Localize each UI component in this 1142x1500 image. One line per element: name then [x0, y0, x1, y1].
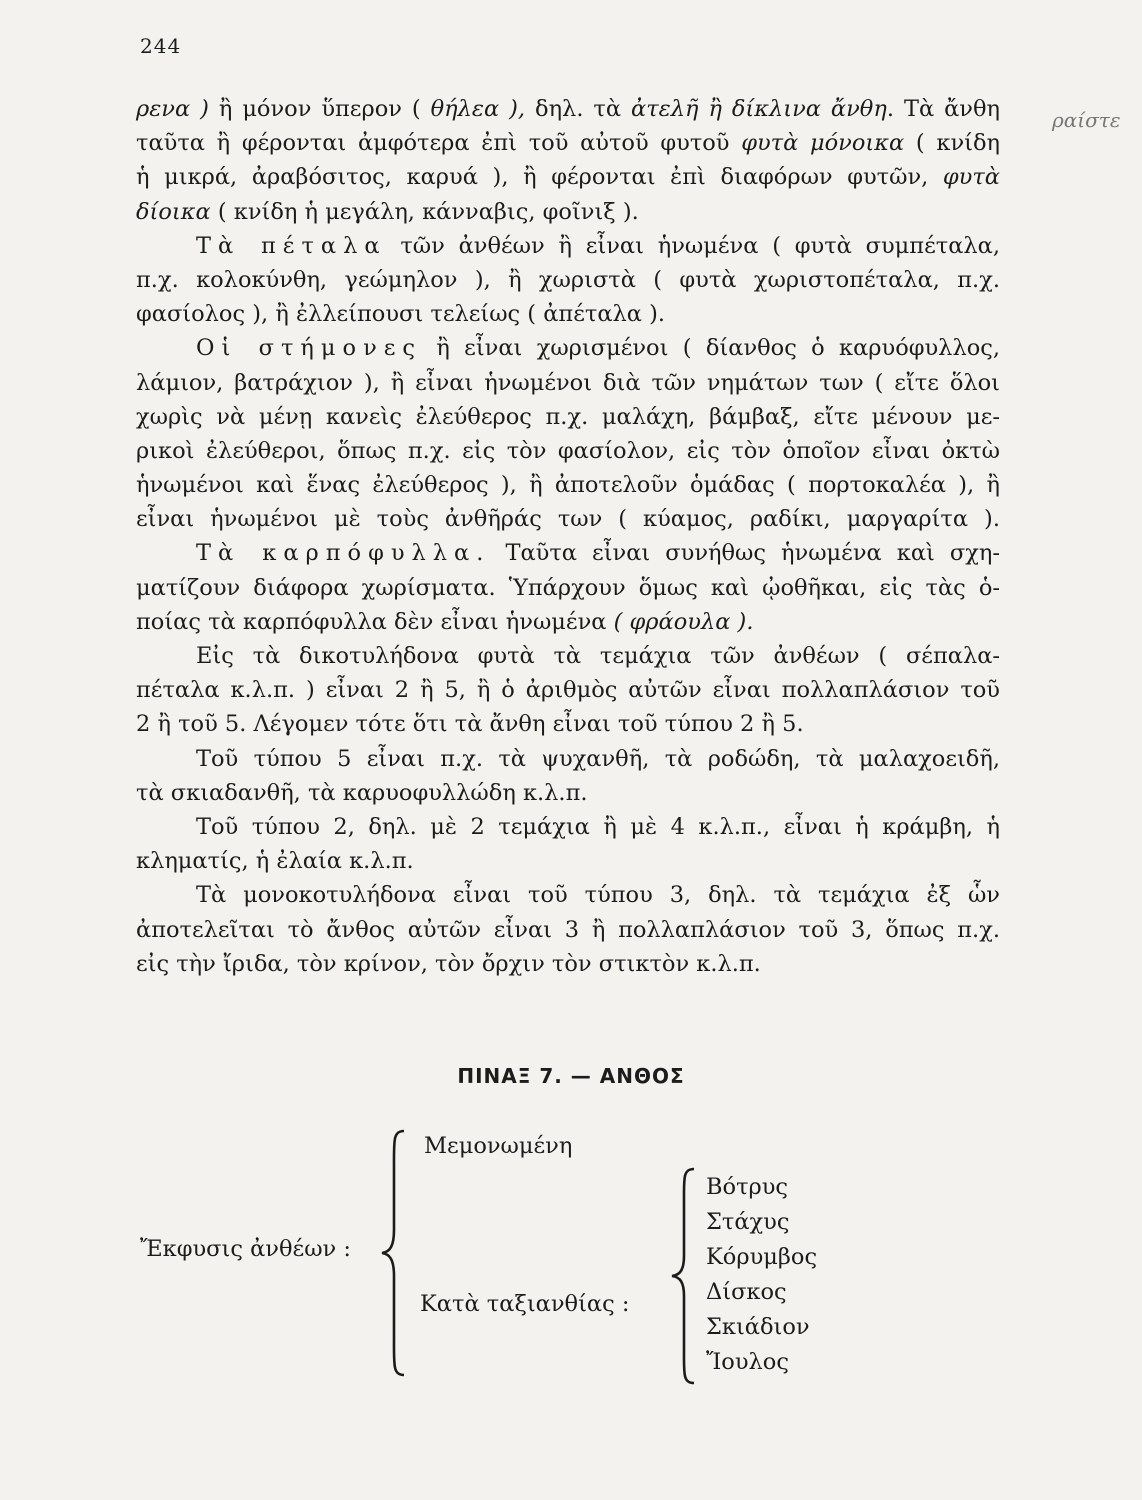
inflorescence-type: Στάχυς: [706, 1209, 790, 1235]
paragraph-start: Τὰ μονοκοτυλήδονα εἶναι τοῦ τύπου 3, δηλ. τὰ τεμάχια ἐξ ὧν: [196, 882, 1000, 909]
body-text: [136, 92, 1000, 981]
paragraph-start: Τὰ καρπόφυλλα. Ταῦτα εἶναι συνήθως ἡνωμένα καὶ σχη-: [196, 540, 1000, 567]
text-line: ματίζουν διάφορα χωρίσματα. Ὑπάρχουν ὅμως καὶ ᾠοθῆκαι, εἰς τὰς ὁ-: [136, 574, 1000, 601]
text-line: ποίας τὰ καρπόφυλλα δὲν εἶναι ἡνωμένα ( φράουλα ).: [136, 608, 754, 635]
text-line: πέταλα κ.λ.π. ) εἶναι 2 ἢ 5, ἢ ὁ ἀριθμὸς αὐτῶν εἶναι πολλαπλάσιον τοῦ: [136, 677, 1000, 704]
spaced-heading: Οἱ στήμονες: [196, 335, 423, 362]
paragraph-start: Τοῦ τύπου 2, δηλ. μὲ 2 τεμάχια ἢ μὲ 4 κ.λ.π., εἶναι ἡ κράμβη, ἡ: [196, 813, 1000, 840]
text-line: δίοικα ( κνίδη ἡ μεγάλη, κάνναβις, φοῖνιξ ).: [136, 198, 639, 225]
text-line: κληματίς, ἡ ἐλαία κ.λ.π.: [136, 848, 414, 875]
spaced-heading: Τὰ καρπόφυλλα.: [196, 540, 491, 567]
paragraph-start: Τὰ πέταλα τῶν ἀνθέων ἢ εἶναι ἡνωμένα ( φυτὰ συμπέταλα,: [196, 232, 1000, 259]
text-line: π.χ. κολοκύνθη, γεώμηλον ), ἢ χωριστὰ ( φυτὰ χωριστοπέταλα, π.χ.: [136, 266, 1000, 293]
text-line: ρικοὶ ἐλεύθεροι, ὅπως π.χ. εἰς τὸν φασίολον, εἰς τὸν ὁποῖον εἶναι ὀκτὼ: [136, 437, 1000, 464]
paragraph-start: Οἱ στήμονες ἢ εἶναι χωρισμένοι ( δίανθος ὁ καρυόφυλλος,: [196, 335, 1001, 362]
right-curly-brace: [668, 1166, 698, 1386]
inflorescence-type: Δίσκος: [706, 1279, 787, 1305]
text-line: χωρὶς νὰ μένῃ κανεὶς ἐλεύθερος π.χ. μαλάχη, βάμβαξ, εἴτε μένουν με-: [136, 403, 1000, 430]
inflorescence-type: Σκιάδιον: [706, 1314, 810, 1340]
text-line: τὰ σκιαδανθῆ, τὰ καρυοφυλλώδη κ.λ.π.: [136, 779, 588, 806]
text-line: εἶναι ἡνωμένοι μὲ τοὺς ἀνθῆράς των ( κύαμος, ραδίκι, μαργαρίτα ).: [136, 506, 1000, 533]
left-curly-brace: [378, 1128, 408, 1378]
inflorescence-type: Βότρυς: [706, 1174, 789, 1200]
branch-inflorescence: Κατὰ ταξιανθίας :: [420, 1291, 630, 1317]
margin-annotation: ραίστε: [1052, 108, 1121, 132]
text-line: ἀποτελεῖται τὸ ἄνθος αὐτῶν εἶναι 3 ἢ πολλαπλάσιον τοῦ 3, ὅπως π.χ.: [136, 916, 1000, 943]
paragraph-start: Εἰς τὰ δικοτυλήδονα φυτὰ τὰ τεμάχια τῶν ἀνθέων ( σέπαλα-: [196, 643, 1000, 669]
table-root-label: Ἔκφυσις ἀνθέων :: [140, 1236, 351, 1262]
text-line: λάμιον, βατράχιον ), ἢ εἶναι ἡνωμένοι διὰ τῶν νημάτων των ( εἴτε ὅλοι: [136, 369, 1000, 396]
text-line: ἡ μικρά, ἀραβόσιτος, καρυά ), ἢ φέρονται ἐπὶ διαφόρων φυτῶν, φυτὰ: [136, 164, 1000, 191]
page-number: 244: [140, 34, 182, 58]
text-line: ἡνωμένοι καὶ ἕνας ἐλεύθερος ), ἢ ἀποτελοῦν ὁμάδας ( πορτοκαλέα ), ἢ: [136, 472, 1000, 499]
text-line: 2 ἢ τοῦ 5. Λέγομεν τότε ὅτι τὰ ἄνθη εἶναι τοῦ τύπου 2 ἢ 5.: [136, 711, 804, 738]
spaced-heading: Τὰ πέταλα: [196, 232, 387, 259]
text-line: εἰς τὴν ἴριδα, τὸν κρίνον, τὸν ὄρχιν τὸν στικτὸν κ.λ.π.: [136, 950, 761, 977]
text-line: ρενα ) ἢ μόνον ὕπερον ( θήλεα ), δηλ. τὰ ἀτελῆ ἢ δίκλινα ἄνθη. Τὰ ἄνθη: [136, 96, 1000, 122]
text-line: φασίολος ), ἢ ἐλλείπουσι τελείως ( ἀπέταλα ).: [136, 301, 666, 328]
inflorescence-type: Κόρυμβος: [706, 1244, 818, 1270]
inflorescence-type: Ἴουλος: [706, 1349, 789, 1375]
text-line: ταῦτα ἢ φέρονται ἀμφότερα ἐπὶ τοῦ αὐτοῦ φυτοῦ φυτὰ μόνοικα ( κνίδη: [136, 130, 1001, 157]
table-title: ΠΙΝΑΞ 7. — ΑΝΘΟΣ: [457, 1064, 685, 1088]
branch-single: Μεμονωμένη: [424, 1133, 573, 1159]
paragraph-start: Τοῦ τύπου 5 εἶναι π.χ. τὰ ψυχανθῆ, τὰ ροδώδη, τὰ μαλαχοειδῆ,: [196, 745, 1000, 772]
